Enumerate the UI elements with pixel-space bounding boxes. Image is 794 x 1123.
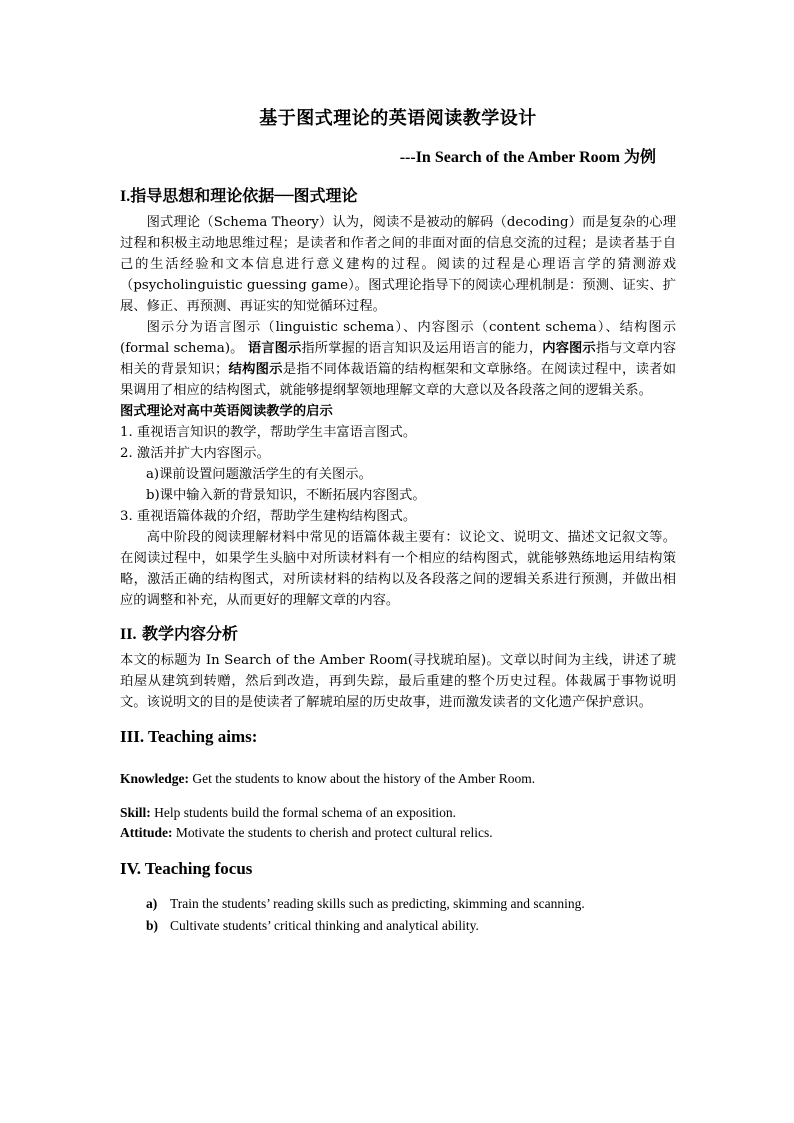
attitude-aim: Attitude: Motivate the students to cherish and protect cultural relics. <box>120 825 493 840</box>
document-body <box>120 104 676 937</box>
document-title: 基于图式理论的英语阅读教学设计 <box>259 108 537 129</box>
skill-label: Skill: <box>120 805 151 820</box>
section-2-number: II. <box>120 626 137 643</box>
term-linguistic-schema: 语言图示 <box>247 341 302 356</box>
section-2-title: 教学内容分析 <box>142 624 239 643</box>
section-2-paragraph: 本文的标题为 In Search of the Amber Room(寻找琥珀屋)。文章以时间为主线，讲述了琥珀屋从建筑到转赠，然后到改造，再到失踪，最后重建的整个历史过程。体裁属于事物说明文。该说明文的目的是使读者了解琥珀屋的历史故事，进而激发读者的文化遗产保护意识。 <box>120 653 676 710</box>
term-content-schema: 内容图示 <box>542 341 596 356</box>
knowledge-aim: Knowledge: Get the students to know about the history of the Amber Room. <box>120 771 536 786</box>
section-1-number: I. <box>120 188 131 205</box>
section-4-heading: IV. Teaching focus <box>120 859 253 878</box>
section-1-subheading: 图式理论对高中英语阅读教学的启示 <box>120 404 333 419</box>
section-1-title: 指导思想和理论依据──图式理论 <box>130 186 358 205</box>
list-item: b)课中输入新的背景知识，不断拓展内容图式。 <box>146 488 426 503</box>
list-item: a) Train the students’ reading skills such as predicting, skimming and scanning. <box>146 896 585 911</box>
section-1-paragraph-2: 图示分为语言图示（linguistic schema）、内容图示（content schema）、结构图示(formal schema)。 语言图示指所掌握的语言知识及运用语言的能力，内容图示指与文章内容相关的背景知识；结构图示是指不同体裁语篇的结构框架和文章脉络。在阅读过程中，读者如果调用了相应的结构图式，就能够提纲挈领地理解文章的大意以及各段落之间的逻辑关系。 <box>120 320 677 398</box>
section-3-heading: III. Teaching aims: <box>120 727 258 746</box>
section-1-paragraph-3: 高中阶段的阅读理解材料中常见的语篇体裁主要有：议论文、说明文、描述文记叙文等。在阅读过程中，如果学生头脑中对所读材料有一个相应的结构图式，就能够熟练地运用结构策略，激活正确的结构图式，对所读材料的结构以及各段落之间的逻辑关系进行预测，并做出相应的调整和补充，从而更好的理解文章的内容。 <box>120 530 676 608</box>
list-item: b) Cultivate students’ critical thinking and analytical ability. <box>146 918 479 933</box>
term-formal-schema: 结构图示 <box>228 362 283 377</box>
list-item: 1. 重视语言知识的教学，帮助学生丰富语言图式。 <box>120 425 417 440</box>
knowledge-label: Knowledge: <box>120 771 189 786</box>
attitude-label: Attitude: <box>120 825 173 840</box>
section-1-heading <box>120 183 676 206</box>
skill-aim: Skill: Help students build the formal schema of an exposition. <box>120 805 456 820</box>
section-1-paragraph-1: 图式理论（Schema Theory）认为，阅读不是被动的解码（decoding）而是复杂的心理过程和积极主动地思维过程；是读者和作者之间的非面对面的信息交流的过程；是读者基于自己的生活经验和文本信息进行意义建构的过程。阅读的过程是心理语言学的猜测游戏（psycholinguistic guessing game）。图式理论指导下的阅读心理机制是：预测、证实、扩展、修正、再预测、再证实的知觉循环过程。 <box>120 215 676 314</box>
list-item: a)课前设置问题激活学生的有关图示。 <box>146 467 372 482</box>
list-item: 3. 重视语篇体裁的介绍，帮助学生建构结构图式。 <box>120 509 417 524</box>
section-2-heading <box>120 621 676 644</box>
document-subtitle: ---In Search of the Amber Room 为例 <box>399 149 656 166</box>
list-item: 2. 激活并扩大内容图示。 <box>120 446 270 461</box>
